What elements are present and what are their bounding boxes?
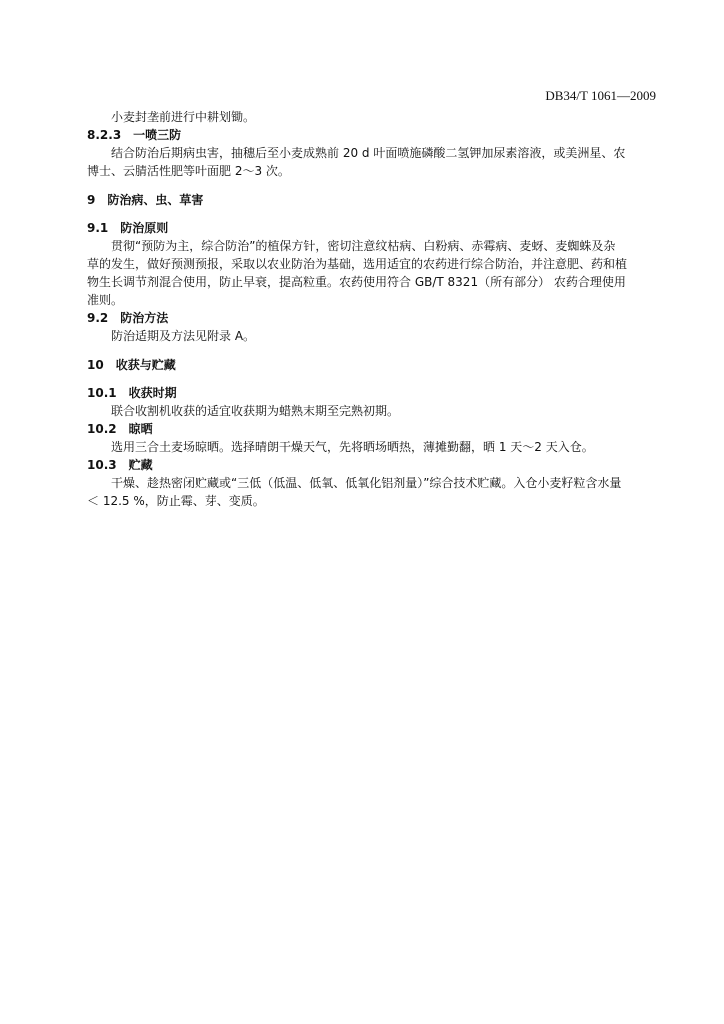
- heading-10: 10 收获与贮藏: [87, 358, 176, 372]
- heading-10-1: 10.1 收获时期: [87, 386, 177, 400]
- paragraph-8-2-3-line2: 博士、云腈活性肥等叶面肥 2～3 次。: [87, 164, 290, 178]
- heading-9-1: 9.1 防治原则: [87, 221, 169, 235]
- heading-9-2: 9.2 防治方法: [87, 311, 169, 325]
- heading-8-2-3: 8.2.3 一喷三防: [87, 128, 182, 142]
- paragraph-10-3-line1: 干燥、趁热密闭贮藏或“三低（低温、低氧、低氧化铝剂量）”综合技术贮藏。入仓小麦籽粒含水量: [111, 476, 622, 490]
- paragraph-10-1: 联合收割机收获的适宜收获期为蜡熟末期至完熟初期。: [111, 404, 400, 418]
- paragraph-9-1-line2: 草的发生，做好预测预报，采取以农业防治为基础，选用适宜的农药进行综合防治，并注意肥、药和植: [87, 257, 628, 271]
- paragraph-9-1-line3: 物生长调节剂混合使用，防止早衰，提高粒重。农药使用符合 GB/T 8321（所有部分） 农药合理使用: [87, 275, 626, 289]
- paragraph-continuation: 小麦封垄前进行中耕划锄。: [111, 110, 256, 124]
- paragraph-9-1-line4: 准则。: [87, 293, 124, 307]
- document-id-header: DB34/T 1061—2009: [545, 88, 656, 103]
- heading-10-3: 10.3 贮藏: [87, 458, 153, 472]
- paragraph-9-2: 防治适期及方法见附录 A。: [111, 329, 256, 343]
- document-body: [87, 108, 657, 510]
- heading-9: 9 防治病、虫、草害: [87, 193, 204, 207]
- paragraph-8-2-3-line1: 结合防治后期病虫害，抽穗后至小麦成熟前 20 d 叶面喷施磷酸二氢钾加尿素溶液，或美洲星、农: [111, 146, 626, 160]
- heading-10-2: 10.2 晾晒: [87, 422, 153, 436]
- paragraph-10-3-line2: ＜ 12.5 %，防止霉、芽、变质。: [87, 494, 265, 508]
- paragraph-10-2: 选用三合土麦场晾晒。选择晴朗干燥天气，先将晒场晒热，薄摊勤翻，晒 1 天～2 天入仓。: [111, 440, 594, 454]
- paragraph-9-1-line1: 贯彻“预防为主，综合防治”的植保方针，密切注意纹枯病、白粉病、赤霉病、麦蚜、麦蜘蛛及杂: [111, 239, 616, 253]
